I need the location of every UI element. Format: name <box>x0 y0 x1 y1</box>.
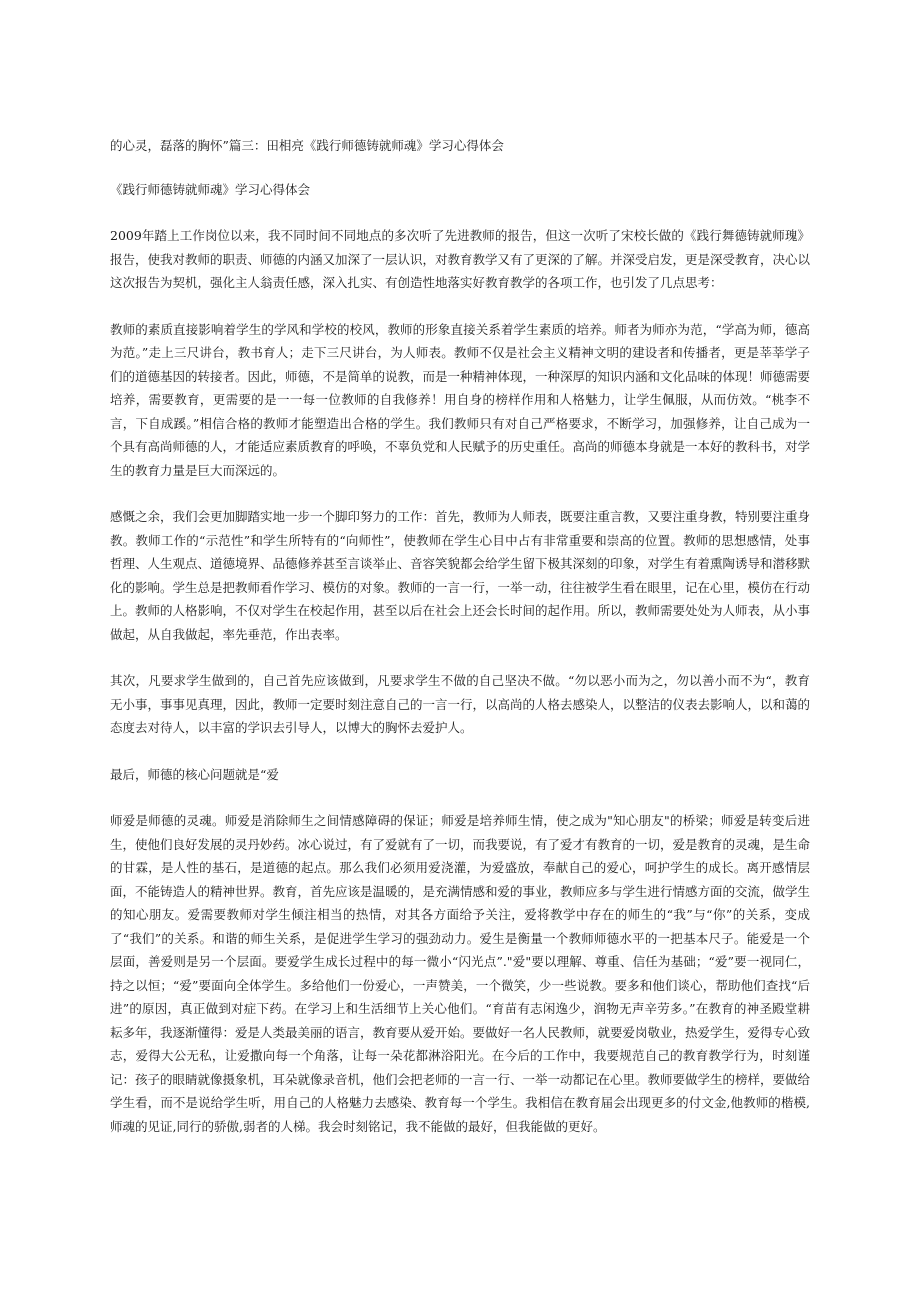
paragraph-second-point: 其次，凡要求学生做到的，自己首先应该做到，凡要求学生不做的自己坚决不做。“勿以恶小而为之，勿以善小而不为“，教育无小事，事事见真理，因此，教师一定要时刻注意自己的一言一行，以高尚的人格去感染人，以整洁的仪表去影响人，以和蔼的态度去对待人，以丰富的学识去引导人，以博大的胸怀去爱护人。 <box>110 673 811 735</box>
header-line: 的心灵，磊落的胸怀”篇三：田相亮《践行师德铸就师魂》学习心得体会 <box>110 138 504 153</box>
paragraph-first-point: 感慨之余，我们会更加脚踏实地一步一个脚印努力的工作：首先，教师为人师表，既要注重言教，又要注重身教，特别要注重身教。教师工作的“示范性”和学生所特有的“向师性”，使教师在学生心目中占有非常重要和崇高的位置。教师的思想感情，处事哲理、人生观点、道德境界、品德修养甚至言谈举止、音容笑貌都会给学生留下极其深刻的印象，对学生有着熏陶诱导和潜移默化的影响。学生总是把教师看作学习、模仿的对象。教师的一言一行，一举一动，往往被学生看在眼里，记在心里，模仿在行动上。教师的人格影响，不仅对学生在校起作用，甚至以后在社会上还会长时间的起作用。所以，教师需要处处为人师表，从小事做起，从自我做起，率先垂范，作出表率。 <box>110 509 811 642</box>
document-subtitle: 《践行师德铸就师魂》学习心得体会 <box>110 182 311 197</box>
paragraph-intro: 2009年踏上工作岗位以来，我不同时间不同地点的多次听了先进教师的报告，但这一次听了宋校长做的《践行舞德铸就师瑰》报告，使我对教师的职责、师德的内涵又加深了一层认识，对教育教学又有了更深的了解。并深受启发，更是深受教育，决心以这次报告为契机，强化主人翁责任感，深入扎实、有创造性地落实好教育教学的各项工作，也引发了几点思考： <box>110 228 811 290</box>
paragraph-teacher-love: 师爱是师德的灵魂。师爱是消除师生之间情感障碍的保证；师爱是培养师生情，使之成为"知心朋友"的桥梁；师爱是转变后进生，使他们良好发展的灵丹妙药。冰心说过，有了爱就有了一切，而我要说，有了爱才有教育的一切，爱是教育的灵魂，是生命的甘霖，是人性的基石，是道德的起点。那么我们必须用爱浇灌，为爱盛放，奉献自己的爱心，呵护学生的成长。离开感情层面，不能铸造人的精神世界。教育，首先应该是温暖的，是充满情感和爱的事业，教师应多与学生进行情感方面的交流，做学生的知心朋友。爱需要教师对学生倾注相当的热情，对其各方面给予关注，爱将教学中存在的师生的“我”与“你”的关系，变成了“我们”的关系。和谐的师生关系，是促进学生学习的强劲动力。爱生是衡量一个教师师德水平的一把基本尺子。能爱是一个层面，善爱则是另一个层面。要爱学生成长过程中的每一微小“闪光点”."爱"要以理解、尊重、信任为基础；“爱”要一视同仁，持之以恒；“爱”要面向全体学生。多给他们一份爱心，一声赞美，一个微笑，少一些说教。要多和他们谈心，帮助他们查找“后进”的原因，真正做到对症下药。在学习上和生活细节上关心他们。“育苗有志闲逸少，润物无声辛劳多。”在教育的神圣殿堂耕耘多年，我逐渐懂得：爱是人类最美丽的语言，教育要从爱开始。要做好一名人民教师，就要爱岗敬业，热爱学生，爱得专心致志，爱得大公无私，让爱撒向每一个角落，让每一朵花都淋浴阳光。在今后的工作中，我要规范自己的教育教学行为，时刻谨记：孩子的眼睛就像摄象机，耳朵就像录音机，他们会把老师的一言一行、一举一动都记在心里。教师要做学生的榜样，要做给学生看，而不是说给学生听，用自己的人格魅力去感染、教育每一个学生。我相信在教育届会出现更多的付文金,他教师的楷模,师魂的见证,同行的骄傲,弱者的人梯。我会时刻铭记，我不能做的最好，但我能做的更好。 <box>110 813 811 1134</box>
paragraph-last-point: 最后，师德的核心问题就是“爱 <box>110 766 279 782</box>
document-page <box>110 136 810 1138</box>
paragraph-teacher-quality: 教师的素质直接影响着学生的学风和学校的校风，教师的形象直接关系着学生素质的培养。师者为师亦为范，“学高为师，德高为范。”走上三尺讲台，教书育人；走下三尺讲台，为人师表。教师不仅是社会主义精神文明的建设者和传播者，更是莘莘学子们的道德基因的转接者。因此，师德，不是简单的说教，而是一种精神体现，一种深厚的知识内涵和文化品味的体现！师德需要培养，需要教育，更需要的是一一每一位教师的自我修养！用自身的榜样作用和人格魅力，让学生佩服，从而仿效。“桃李不言，下自成蹊。”相信合格的教师才能塑造出合格的学生。我们教师只有对自己严格要求，不断学习，加强修养，让自己成为一个具有高尚师德的人，才能适应素质教育的呼唤，不辜负党和人民赋予的历史重任。高尚的师德本身就是一本好的教科书，对学生的教育力量是巨大而深远的。 <box>110 321 811 478</box>
